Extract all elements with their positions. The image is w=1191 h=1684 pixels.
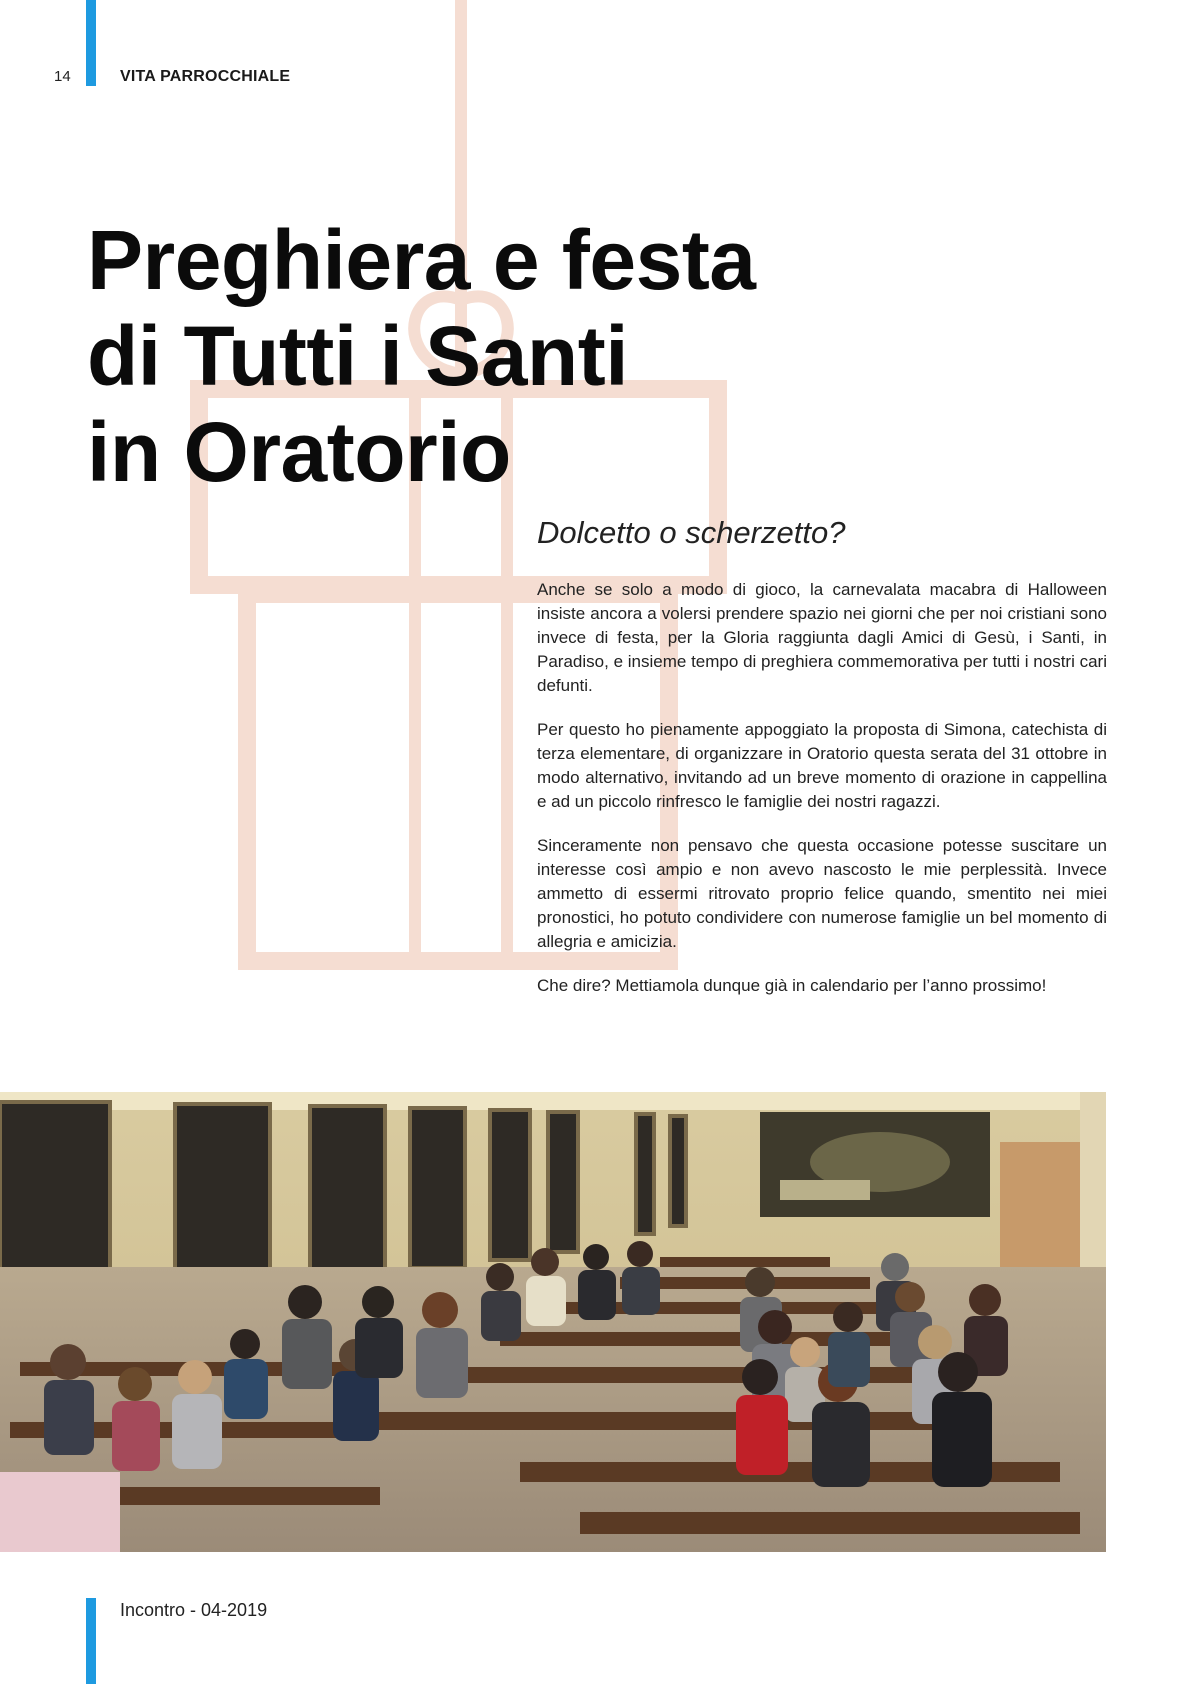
article-paragraph: Sinceramente non pensavo che questa occasione potesse suscitare un interesse così ampio e non avevo nascosto le mie perplessità. Invece ammetto di essermi ritrovato proprio felice quando, smentito nei miei pronostici, ho potuto condividere con numerose famiglie un bel momento di allegria e amicizia.	[537, 836, 1107, 951]
section-label: VITA PARROCCHIALE	[120, 68, 291, 85]
chapel-photo	[0, 1092, 1106, 1552]
header-accent-bar	[86, 0, 96, 86]
title-line: Preghiera e festa	[87, 213, 756, 307]
footer-accent-bar	[86, 1598, 96, 1684]
article-paragraph: Per questo ho pienamente appoggiato la proposta di Simona, catechista di terza elementare, di organizzare in Oratorio questa serata del 31 ottobre in modo alternativo, invitando ad un breve momento di orazione in cappellina e ad un piccolo rinfresco le famiglie dei nostri ragazzi.	[537, 720, 1107, 811]
article-body	[537, 578, 1107, 1018]
page-number: 14	[54, 68, 71, 85]
issue-label: Incontro - 04-2019	[120, 1600, 268, 1620]
article-title	[87, 212, 756, 500]
title-line: di Tutti i Santi	[87, 309, 629, 403]
article-paragraph: Che dire? Mettiamola dunque già in calendario per l’anno prossimo!	[537, 976, 1047, 995]
title-line: in Oratorio	[87, 405, 511, 499]
article-paragraph: Anche se solo a modo di gioco, la carnevalata macabra di Halloween insiste ancora a volersi prendere spazio nei giorni che per noi cristiani sono invece di festa, per la Gloria raggiunta dagli Amici di Gesù, i Santi, in Paradiso, e insieme tempo di preghiera commemorativa per tutti i nostri cari defunti.	[537, 580, 1107, 695]
article-subtitle: Dolcetto o scherzetto?	[537, 515, 846, 550]
